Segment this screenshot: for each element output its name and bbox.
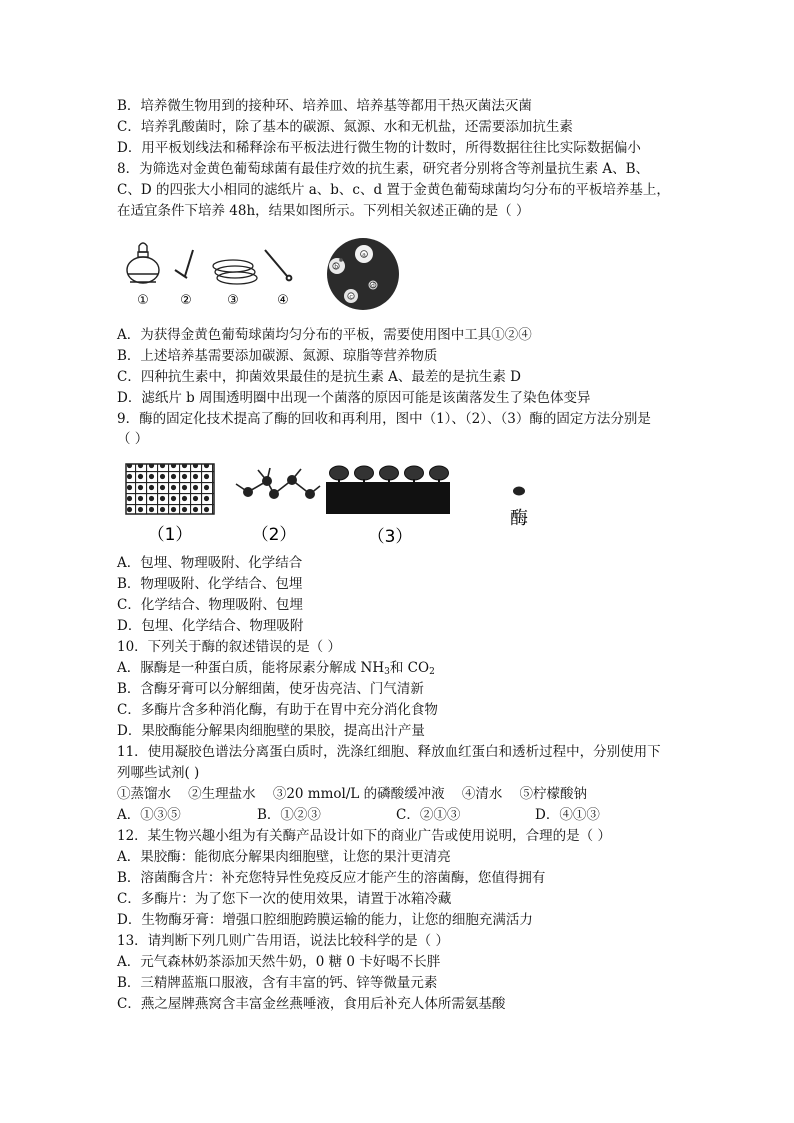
petri-plate-result bbox=[327, 238, 399, 310]
q7-option-d: D．用平板划线法和稀释涂布平板法进行微生物的计数时，所得数据往往比实际数据偏小 bbox=[117, 140, 641, 156]
q11-option-d: D．④①③ bbox=[535, 807, 600, 823]
adsorption-method bbox=[326, 466, 450, 514]
petri-dish-icon bbox=[213, 260, 257, 284]
q11-option-c: C．②①③ bbox=[396, 807, 461, 823]
q9-option-b: B．物理吸附、化学结合、包埋 bbox=[117, 576, 303, 592]
q8-stem-line2: C、D 的四张大小相同的滤纸片 a、b、c、d 置于金黄色葡萄球菌均匀分布的平板培养基上， bbox=[117, 182, 670, 198]
q12-option-a: A．果胶酶：能彻底分解果肉细胞壁，让您的果汁更清亮 bbox=[117, 849, 451, 865]
embedding-method bbox=[126, 464, 214, 514]
disc-label-c: c bbox=[349, 293, 353, 301]
q8-option-b: B．上述培养基需要添加碳源、氮源、琼脂等营养物质 bbox=[117, 348, 438, 364]
q8-option-c: C．四种抗生素中，抑菌效果最佳的是抗生素 A、最差的是抗生素 D bbox=[117, 369, 521, 385]
q8-stem-line3: 在适宜条件下培养 48h，结果如图所示。下列相关叙述正确的是（ ） bbox=[117, 203, 530, 219]
q9-option-c: C．化学结合、物理吸附、包埋 bbox=[117, 597, 303, 613]
q11-option-b: B．①②③ bbox=[257, 807, 321, 823]
q9-immobilization-figure bbox=[124, 460, 544, 555]
q10-stem: 10．下列关于酶的叙述错误的是（ ） bbox=[117, 639, 341, 655]
q12-option-d: D．生物酶牙膏：增强口腔细胞跨膜运输的能力，让您的细胞充满活力 bbox=[117, 912, 533, 928]
disc-label-a: a bbox=[362, 251, 366, 259]
q8-option-d: D．滤纸片 b 周围透明圈中出现一个菌落的原因可能是该菌落发生了染色体变异 bbox=[117, 390, 591, 406]
tool-label-3: ③ bbox=[227, 293, 239, 308]
q13-stem: 13．请判断下列几则广告用语，说法比较科学的是（ ） bbox=[117, 933, 449, 949]
spreader-icon bbox=[175, 250, 193, 278]
fig-label-3: （3） bbox=[367, 527, 413, 547]
q11-stem-line1: 11．使用凝胶色谱法分离蛋白质时，洗涤红细胞、释放血红蛋白和透析过程中，分别使用下 bbox=[117, 744, 661, 760]
enzyme-legend bbox=[513, 487, 525, 496]
q11-stem-line2: 列哪些试剂( ) bbox=[117, 765, 200, 781]
disc-label-b: b bbox=[334, 263, 338, 271]
disc-label-d: d bbox=[371, 282, 375, 290]
q9-stem-line2: （ ） bbox=[117, 431, 149, 447]
q13-option-b: B．三精牌蓝瓶口服液，含有丰富的钙、锌等微量元素 bbox=[117, 975, 438, 991]
enzyme-label: 酶 bbox=[510, 508, 528, 529]
q8-tools-figure bbox=[115, 238, 415, 313]
q12-stem: 12．某生物兴趣小组为有关酶产品设计如下的商业广告或使用说明，合理的是（ ） bbox=[117, 828, 611, 844]
q11-reagents: ①蒸馏水 ②生理盐水 ③20 mmol/L 的磷酸缓冲液 ④清水 ⑤柠檬酸钠 bbox=[117, 786, 587, 802]
q10-option-a: A．脲酶是一种蛋白质，能将尿素分解成 $NH_3$和 $CO_2$ bbox=[117, 660, 435, 677]
q12-option-c: C．多酶片：为了您下一次的使用效果，请置于冰箱冷藏 bbox=[117, 891, 452, 907]
tool-label-4: ④ bbox=[277, 293, 289, 308]
q7-option-c: C．培养乳酸菌时，除了基本的碳源、氮源、水和无机盐，还需要添加抗生素 bbox=[117, 119, 573, 135]
q8-option-a: A．为获得金黄色葡萄球菌均匀分布的平板，需要使用图中工具①②④ bbox=[117, 327, 532, 343]
q13-option-c: C．燕之屋牌燕窝含丰富金丝燕唾液，食用后补充人体所需氨基酸 bbox=[117, 996, 506, 1012]
fig-label-2: （2） bbox=[251, 525, 297, 545]
q11-option-a: A．①③⑤ bbox=[117, 807, 181, 823]
q9-stem-line1: 9．酶的固定化技术提高了酶的回收和再利用，图中（1）、（2）、（3）酶的固定方法分别是 bbox=[117, 411, 651, 427]
alcohol-lamp-icon bbox=[127, 243, 159, 283]
crosslinking-method bbox=[236, 468, 320, 498]
q9-option-a: A．包埋、物理吸附、化学结合 bbox=[117, 555, 303, 571]
fig-label-1: （1） bbox=[147, 525, 193, 545]
q10-option-d: D．果胶酶能分解果肉细胞壁的果胶，提高出汁产量 bbox=[117, 723, 425, 739]
q9-option-d: D．包埋、化学结合、物理吸附 bbox=[117, 618, 304, 634]
q10-option-b: B．含酶牙膏可以分解细菌，使牙齿亮洁、门气清新 bbox=[117, 681, 424, 697]
q12-option-b: B．溶菌酶含片：补充您特异性免疫反应才能产生的溶菌酶，您值得拥有 bbox=[117, 870, 546, 886]
q8-stem-line1: 8．为筛选对金黄色葡萄球菌有最佳疗效的抗生素，研究者分别将含等剂量抗生素 A、B、 bbox=[117, 161, 650, 177]
q13-option-a: A．元气森林奶茶添加天然牛奶，0 糖 0 卡好喝不长胖 bbox=[117, 954, 441, 970]
inoculation-loop-icon bbox=[265, 250, 291, 280]
tool-label-2: ② bbox=[180, 293, 192, 308]
q7-option-b: B．培养微生物用到的接种环、培养皿、培养基等都用干热灭菌法灭菌 bbox=[117, 98, 532, 114]
tool-label-1: ① bbox=[137, 293, 149, 308]
q10-option-c: C．多酶片含多种消化酶，有助于在胃中充分消化食物 bbox=[117, 702, 438, 718]
